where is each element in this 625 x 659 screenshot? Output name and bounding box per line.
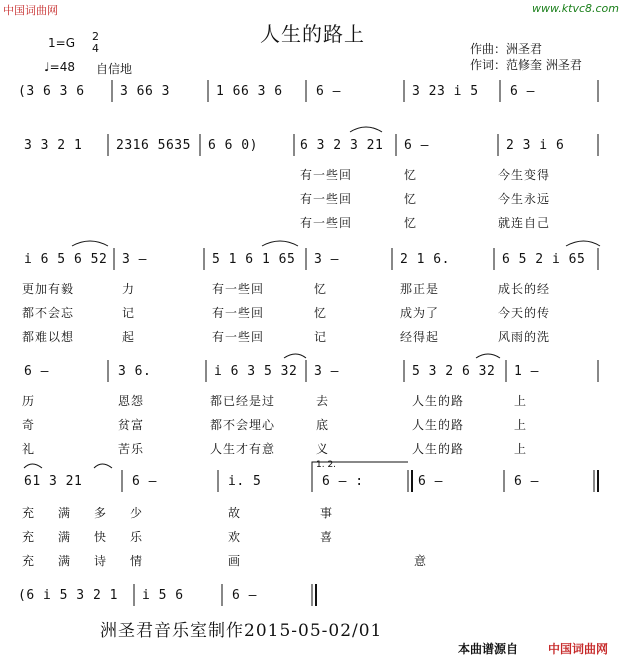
volta-bracket-label: 1. 2. (316, 460, 337, 470)
lyric: 贫富 (118, 418, 145, 432)
slur (72, 241, 108, 246)
slur (24, 464, 42, 468)
lyric: 忆 (404, 168, 418, 182)
lyric: 成为了 (400, 306, 440, 320)
lyric: 故 (228, 506, 242, 520)
measure: 3 3 2 1 (24, 138, 83, 153)
slur (94, 464, 112, 468)
lyric: 有一些回 (212, 282, 265, 296)
measure: i. 5 (228, 474, 262, 489)
measure: 2 3 i 6 (506, 138, 565, 153)
measure: 61 3 21 (24, 474, 83, 489)
measure: 3 66 3 (120, 84, 170, 99)
lyric: 人生的路 (412, 442, 465, 456)
lyric: 画 (228, 554, 242, 568)
lyric: 充满诗情 (22, 554, 167, 568)
tempo-marking: ♩=48 (44, 60, 75, 74)
lyric: 忆 (314, 282, 328, 296)
measure: 3 – (122, 252, 147, 267)
source-site-logo: 中国词曲网 (548, 642, 609, 656)
measure: 2316 5635 (116, 138, 191, 153)
measure: 3 – (314, 252, 339, 267)
lyric: 历 (22, 394, 36, 408)
lyric: 去 (316, 394, 330, 408)
measure: 6 6 0) (208, 138, 258, 153)
watermark-right: www.ktvc8.com (531, 2, 619, 15)
lyric: 力 (122, 282, 136, 296)
lyric: 上 (514, 418, 528, 432)
lyric: 欢 (228, 530, 242, 544)
measure: i 6 3 5 32 (214, 364, 298, 379)
lyric: 人生才有意 (210, 442, 276, 456)
measure: 5 3 2 6 32 (412, 364, 496, 379)
lyric: 记 (122, 306, 136, 320)
composer-credit: 作曲：洲圣君 (470, 42, 543, 56)
measure: 6 – (514, 474, 539, 489)
measure: (3 6 3 6 (18, 84, 85, 99)
lyric: 经得起 (400, 330, 440, 344)
lyric: 礼 (22, 442, 36, 456)
time-signature-top: 2 (92, 30, 99, 43)
slur (566, 241, 600, 246)
lyric: 苦乐 (118, 442, 145, 456)
measure: i 5 6 (142, 588, 184, 603)
lyric: 就连自己 (498, 216, 551, 230)
lyric: 今天的传 (498, 306, 551, 320)
lyric: 人生的路 (412, 394, 465, 408)
lyric: 事 (320, 506, 334, 520)
slur (350, 127, 382, 132)
song-title: 人生的路上 (260, 22, 365, 46)
lyric: 恩怨 (118, 394, 145, 408)
measure: i 6 5 6 52 (24, 252, 108, 267)
measure: 6 – (316, 84, 341, 99)
measure: 5 1 6 1 65 (212, 252, 296, 267)
time-signature-bottom: 4 (92, 42, 99, 55)
lyric: 风雨的洗 (498, 330, 551, 344)
slur (476, 354, 500, 358)
lyric: 上 (514, 442, 528, 456)
lyric: 忆 (314, 306, 328, 320)
slur (262, 241, 298, 246)
lyric: 都难以想 (22, 330, 75, 344)
lyric: 都不会埋心 (210, 418, 276, 432)
measure: 6 – (232, 588, 257, 603)
lyric: 更加有毅 (22, 282, 75, 296)
measure: (6 i 5 3 2 1 (18, 588, 118, 603)
lyric: 有一些回 (212, 330, 265, 344)
lyric: 人生的路 (412, 418, 465, 432)
lyric: 奇 (22, 418, 36, 432)
production-credit: 洲圣君音乐室制作2015-05-02/01 (100, 621, 383, 641)
lyric: 今生永远 (498, 192, 551, 206)
measure: 3 6. (118, 364, 152, 379)
measure: 6 5 2 i 65 (502, 252, 586, 267)
lyric: 忆 (404, 192, 418, 206)
measure: 3 – (314, 364, 339, 379)
lyric: 有一些回 (300, 216, 353, 230)
measure: 1 66 3 6 (216, 84, 283, 99)
lyric: 有一些回 (300, 168, 353, 182)
lyricist-credit: 作词：范修奎 洲圣君 (470, 58, 582, 72)
lyric: 喜 (320, 530, 334, 544)
lyric: 忆 (404, 216, 418, 230)
measure: 6 – (418, 474, 443, 489)
lyric: 充满多少 (22, 506, 167, 520)
source-label: 本曲谱源自 (458, 642, 519, 656)
measure: 2 1 6. (400, 252, 450, 267)
lyric: 成长的经 (498, 282, 551, 296)
measure: 6 – (24, 364, 49, 379)
lyric: 意 (414, 554, 428, 568)
mood-marking: 自信地 (96, 62, 133, 76)
measure: 6 – (132, 474, 157, 489)
measure: 6 – (510, 84, 535, 99)
lyric: 底 (316, 418, 330, 432)
measure: 3 23 i 5 (412, 84, 479, 99)
measure: 6 – (404, 138, 429, 153)
lyric: 有一些回 (212, 306, 265, 320)
lyric: 今生变得 (498, 168, 551, 182)
volta-bracket (312, 462, 408, 470)
lyric: 都已经是过 (210, 394, 276, 408)
measure: 1 – (514, 364, 539, 379)
lyric: 上 (514, 394, 528, 408)
measure: 6 3 2 3 21 (300, 138, 384, 153)
lyric: 有一些回 (300, 192, 353, 206)
lyric: 充满快乐 (22, 530, 167, 544)
watermark-left: 中国词曲网 (3, 4, 58, 17)
key-signature: 1=G (48, 36, 75, 50)
lyric: 那正是 (400, 282, 440, 296)
lyric: 义 (316, 442, 330, 456)
lyric: 起 (122, 330, 136, 344)
slur (284, 354, 306, 358)
lyric: 记 (314, 330, 328, 344)
measure: 6 – : (322, 474, 364, 489)
lyric: 都不会忘 (22, 306, 75, 320)
